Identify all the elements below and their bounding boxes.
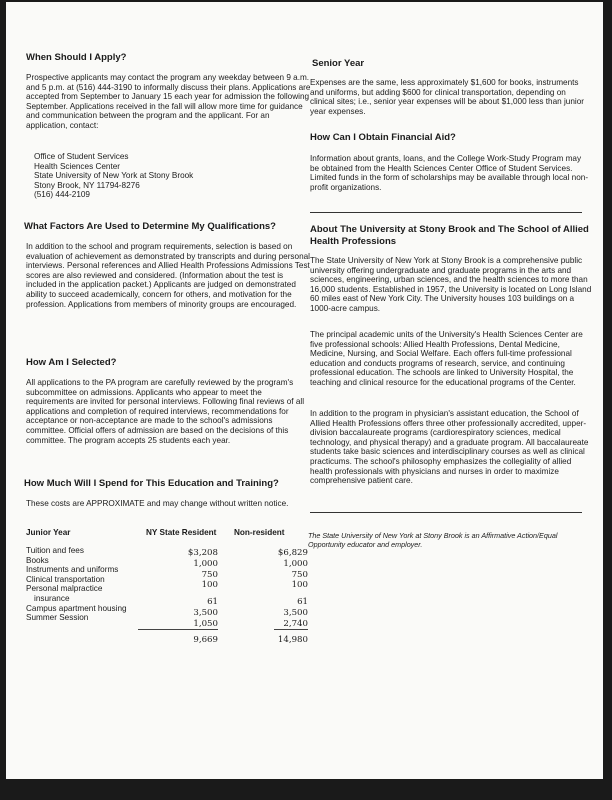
heading-about-university: About The University at Stony Brook and The School of Allied Health Professions xyxy=(310,224,589,247)
paragraph-factors: In addition to the school and program requirements, selection is based on evaluation of achievement as demonstrated by transcripts and during personal interviews. Personal references and Allied Health Professions Admissions Test scores are also reviewed and considered. (Information about the test is included in the application packet.) Applicants are judged on demonstrated ability to succeed academically, concern for others, and motivation for the profession. Applications from members of minority groups are encouraged. xyxy=(26,242,310,309)
total-underline xyxy=(138,629,218,630)
cost-item: Clinical transportation xyxy=(26,574,105,584)
divider xyxy=(310,512,582,513)
total-underline xyxy=(274,629,308,630)
paragraph-allied-health: In addition to the program in physician's assistant education, the School of Allied Health Professions offers three other professionally accredited, upper-division baccalaureate programs (cardiorespiratory sciences, medical technology, and physical therapy) and a graduate program. All baccalaureate students take basic sciences and interdisciplinary courses as well as clinical practicums. The school's philosophy emphasizes the collegiality of allied health professionals with physicians and nurses in order to maximize comprehensive patient care. xyxy=(310,409,589,486)
ny-value: 1,000 xyxy=(193,559,218,569)
paragraph-costs-note: These costs are APPROXIMATE and may change without written notice. xyxy=(26,499,289,508)
address-line: State University of New York at Stony Brook xyxy=(34,171,194,181)
heading-when-apply: When Should I Apply? xyxy=(26,52,127,63)
ny-total: 9,669 xyxy=(193,635,218,645)
address-line: (516) 444-2109 xyxy=(34,190,90,200)
nonres-value: 3,500 xyxy=(283,608,308,618)
nonres-value: 1,000 xyxy=(283,559,308,569)
nonres-total: 14,980 xyxy=(277,635,308,645)
contact-address xyxy=(34,152,294,200)
ny-value: $3,208 xyxy=(187,548,218,558)
nonres-value: 100 xyxy=(291,580,308,590)
cost-item: Instruments and uniforms xyxy=(26,565,119,575)
ny-value: 750 xyxy=(201,570,218,580)
ny-value: 1,050 xyxy=(193,619,218,629)
divider xyxy=(310,212,582,213)
cost-item: Books xyxy=(26,555,49,565)
address-line: Health Sciences Center xyxy=(34,161,121,171)
column-header-ny-resident: NY State Resident xyxy=(146,528,217,537)
nonres-value: 61 xyxy=(297,597,308,607)
paragraph-academic-units: The principal academic units of the University's Health Sciences Center are five professional schools: Allied Health Professions, Dental Medicine, Medicine, Nursing, and Social Welfare. Each offers full-time professional education and conducts programs of research, service, and continuing professional education. The schools are linked to University Hospital, the teaching and clinical resource for the educational programs of the Center. xyxy=(310,330,583,387)
nonres-value: 750 xyxy=(291,570,308,580)
heading-costs: How Much Will I Spend for This Education and Training? xyxy=(24,478,279,489)
cost-item-labels xyxy=(26,546,166,623)
ny-value: 100 xyxy=(201,580,218,590)
heading-financial-aid: How Can I Obtain Financial Aid? xyxy=(310,132,456,143)
cost-item: Campus apartment housing xyxy=(26,603,127,613)
cost-item: Personal malpractice xyxy=(26,584,103,594)
heading-senior-year: Senior Year xyxy=(312,58,365,69)
equal-opportunity-note: The State University of New York at Stony Brook is an Affirmative Action/Equal Opportunity educator and employer. xyxy=(308,531,558,549)
nonres-value: $6,829 xyxy=(277,548,308,558)
paragraph-selected: All applications to the PA program are carefully reviewed by the program's subcommittee on admissions. Applicants who appear to meet the requirements are invited for personal interviews. Following final reviews of all applications and completion of required interviews, recommendations for acceptance or non-acceptance are made to the school's admissions committee. Official offers of admission are based on the decisions of this committee. The program accepts 25 students each year. xyxy=(26,378,305,445)
nonres-value: 2,740 xyxy=(283,619,308,629)
cost-item: insurance xyxy=(34,593,70,603)
document-page xyxy=(6,2,603,779)
address-line: Office of Student Services xyxy=(34,152,129,161)
heading-selected: How Am I Selected? xyxy=(26,357,117,368)
paragraph-senior-year: Expenses are the same, less approximately $1,600 for books, instruments and uniforms, but adding $600 for clinical transportation, depending on clinical sites; i.e., senior year expenses will be about $1,000 less than junior year expenses. xyxy=(310,78,584,116)
ny-value: 3,500 xyxy=(193,608,218,618)
paragraph-about-university: The State University of New York at Stony Brook is a comprehensive public university offering undergraduate and graduate programs in the arts and sciences, engineering, urban sciences, and the health sciences to more than 16,000 students. Established in 1957, the University is located on Long Island 60 miles east of New York City. The University houses 103 buildings on a 1000-acre campus. xyxy=(310,256,592,313)
column-header-junior-year: Junior Year xyxy=(26,528,71,537)
heading-factors: What Factors Are Used to Determine My Qualifications? xyxy=(24,221,276,232)
column-header-non-resident: Non-resident xyxy=(234,528,285,537)
cost-item: Summer Session xyxy=(26,613,89,623)
paragraph-when-apply: Prospective applicants may contact the program any weekday between 9 a.m. and 5 p.m. at (516) 444-3190 to informally discuss their plans. Applications are accepted from September to January 15 each year for admission the following September. Applications received in the fall will allow more time for guidance and communication between the program and the applicant. For an application, contact: xyxy=(26,73,311,130)
ny-value: 61 xyxy=(207,597,218,607)
address-line: Stony Brook, NY 11794-8276 xyxy=(34,180,140,190)
cost-item: Tuition and fees xyxy=(26,546,84,555)
paragraph-financial-aid: Information about grants, loans, and the College Work-Study Program may be obtained from the Health Sciences Center Office of Student Services. Limited funds in the form of scholarships may be available through local non-profit organizations. xyxy=(310,154,589,192)
